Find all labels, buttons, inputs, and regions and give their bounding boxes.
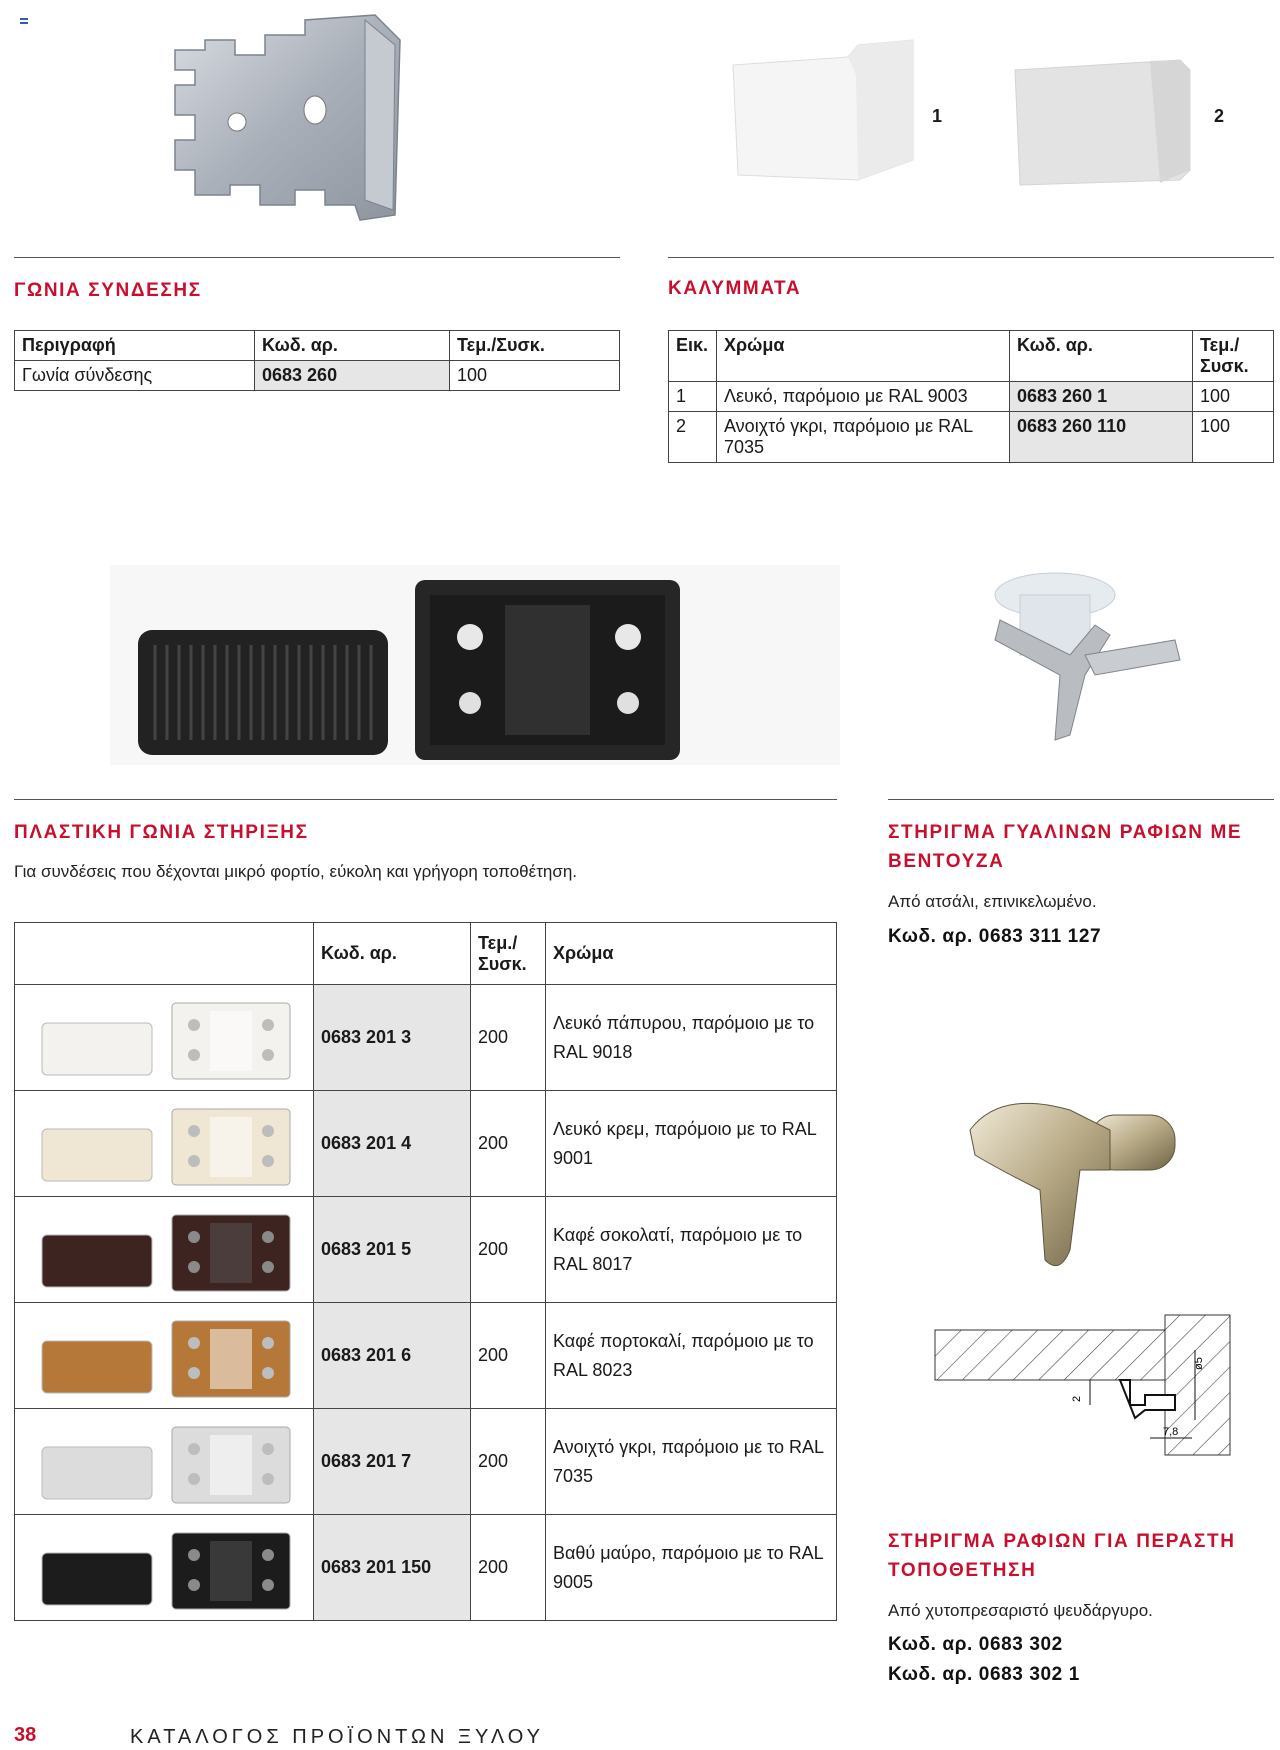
cell-qty: 200 <box>471 1409 546 1515</box>
header-qty: Τεμ./Συσκ. <box>450 331 620 361</box>
shelf-support-image <box>960 1080 1220 1290</box>
divider <box>888 799 1274 800</box>
page-number: 38 <box>14 1724 37 1746</box>
product-swatch-cell <box>15 1091 314 1197</box>
cell-qty: 200 <box>471 1197 546 1303</box>
header-qty: Τεμ./ Συσκ. <box>1193 331 1274 382</box>
cell-code: 0683 201 150 <box>314 1515 471 1621</box>
cap-figure-label-2: 2 <box>1214 106 1225 126</box>
cell-color: Καφέ πορτοκαλί, παρόμοιο με το RAL 8023 <box>546 1303 837 1409</box>
section-title-caps: ΚΑΛΥΜΜΑΤΑ <box>668 278 802 299</box>
plastic-corner-rows <box>14 984 837 1621</box>
product-swatch-cell <box>15 1515 314 1621</box>
product-swatch-image <box>22 1205 302 1295</box>
cell-code: 0683 260 <box>255 361 450 391</box>
shelf-support-description: Από χυτοπρεσαριστό ψευδάργυρο. <box>888 1601 1153 1620</box>
cell-fig: 1 <box>669 382 717 412</box>
cell-qty: 100 <box>450 361 620 391</box>
divider <box>668 257 1274 258</box>
cell-color: Ανοιχτό γκρι, παρόμοιο με RAL 7035 <box>717 412 1010 463</box>
drawing-label-offset: 2 <box>1071 1395 1083 1402</box>
glass-shelf-support-code: Κωδ. αρ. 0683 311 127 <box>888 926 1102 947</box>
cell-code: 0683 201 7 <box>314 1409 471 1515</box>
plastic-corner-table <box>14 922 837 985</box>
cell-color: Καφέ σοκολατί, παρόμοιο με το RAL 8017 <box>546 1197 837 1303</box>
cell-description: Γωνία σύνδεσης <box>15 361 255 391</box>
shelf-support-code-1: Κωδ. αρ. 0683 302 <box>888 1634 1063 1655</box>
product-swatch-image <box>22 993 302 1083</box>
plastic-corner-table-body <box>14 984 837 1621</box>
header-code: Κωδ. αρ. <box>1010 331 1193 382</box>
drawing-label-diameter: ø5 <box>1193 1357 1205 1370</box>
cell-qty: 200 <box>471 1091 546 1197</box>
cap-white-image <box>728 35 918 185</box>
cell-qty: 200 <box>471 1303 546 1409</box>
cell-qty: 100 <box>1193 412 1274 463</box>
plastic-corner-description: Για συνδέσεις που δέχονται μικρό φορτίο, εύκολη και γρήγορη τοποθέτηση. <box>14 862 578 881</box>
cell-color: Λευκό κρεμ, παρόμοιο με το RAL 9001 <box>546 1091 837 1197</box>
page-marker <box>20 18 28 24</box>
header-code: Κωδ. αρ. <box>314 923 471 985</box>
cell-code: 0683 201 3 <box>314 985 471 1091</box>
cell-code: 0683 260 1 <box>1010 382 1193 412</box>
header-color: Χρώμα <box>546 923 837 985</box>
table-row <box>15 985 837 1091</box>
header-description: Περιγραφή <box>15 331 255 361</box>
product-swatch-cell <box>15 985 314 1091</box>
cell-qty: 200 <box>471 1515 546 1621</box>
glass-shelf-support-description: Από ατσάλι, επινικελωμένο. <box>888 892 1097 911</box>
cap-grey-image <box>1010 55 1195 190</box>
cell-code: 0683 260 110 <box>1010 412 1193 463</box>
catalog-title: ΚΑΤΑΛΟΓΟΣ ΠΡΟΪΟΝΤΩΝ ΞΥΛΟΥ <box>130 1726 545 1748</box>
table-row <box>15 361 620 391</box>
product-swatch-cell <box>15 1303 314 1409</box>
cell-qty: 100 <box>1193 382 1274 412</box>
product-swatch-cell <box>15 1197 314 1303</box>
table-row <box>15 1409 837 1515</box>
section-title-plastic-corner: ΠΛΑΣΤΙΚΗ ΓΩΝΙΑ ΣΤΗΡΙΞΗΣ <box>14 822 309 843</box>
product-swatch-image <box>22 1417 302 1507</box>
table-row <box>15 1197 837 1303</box>
section-title-glass-shelf-support: ΣΤΗΡΙΓΜΑ ΓΥΑΛΙΝΩΝ ΡΑΦΙΩΝ ΜΕ ΒΕΝΤΟΥΖΑ <box>888 822 1243 872</box>
shelf-support-code-2: Κωδ. αρ. 0683 302 1 <box>888 1664 1080 1685</box>
cap-figure-label-1: 1 <box>932 106 943 126</box>
product-swatch-image <box>22 1523 302 1613</box>
section-title-shelf-support: ΣΤΗΡΙΓΜΑ ΡΑΦΙΩΝ ΓΙΑ ΠΕΡΑΣΤΗ ΤΟΠΟΘΕΤΗΣΗ <box>888 1531 1236 1581</box>
header-image <box>15 923 314 985</box>
corner-bracket-table <box>14 330 620 391</box>
section-title-corner-bracket: ΓΩΝΙΑ ΣΥΝΔΕΣΗΣ <box>14 280 202 301</box>
cell-code: 0683 201 4 <box>314 1091 471 1197</box>
cell-code: 0683 201 6 <box>314 1303 471 1409</box>
table-row <box>669 412 1274 463</box>
table-row <box>15 1303 837 1409</box>
header-code: Κωδ. αρ. <box>255 331 450 361</box>
table-row <box>669 382 1274 412</box>
table-row <box>15 1515 837 1621</box>
glass-shelf-support-image <box>975 565 1200 755</box>
header-fig: Εικ. <box>669 331 717 382</box>
product-swatch-cell <box>15 1409 314 1515</box>
shelf-support-drawing <box>930 1310 1240 1460</box>
cell-color: Λευκό πάπυρου, παρόμοιο με το RAL 9018 <box>546 985 837 1091</box>
cell-color: Βαθύ μαύρο, παρόμοιο με το RAL 9005 <box>546 1515 837 1621</box>
corner-bracket-image <box>165 10 440 225</box>
cell-qty: 200 <box>471 985 546 1091</box>
header-color: Χρώμα <box>717 331 1010 382</box>
plastic-corner-image <box>110 565 840 765</box>
table-row <box>15 1091 837 1197</box>
caps-table <box>668 330 1274 463</box>
cell-code: 0683 201 5 <box>314 1197 471 1303</box>
divider <box>14 799 837 800</box>
cell-fig: 2 <box>669 412 717 463</box>
divider <box>14 257 620 258</box>
cell-color: Ανοιχτό γκρι, παρόμοιο με το RAL 7035 <box>546 1409 837 1515</box>
product-swatch-image <box>22 1311 302 1401</box>
drawing-label-depth: 7,8 <box>1163 1426 1179 1438</box>
header-qty: Τεμ./ Συσκ. <box>471 923 546 985</box>
cell-color: Λευκό, παρόμοιο με RAL 9003 <box>717 382 1010 412</box>
product-swatch-image <box>22 1099 302 1189</box>
